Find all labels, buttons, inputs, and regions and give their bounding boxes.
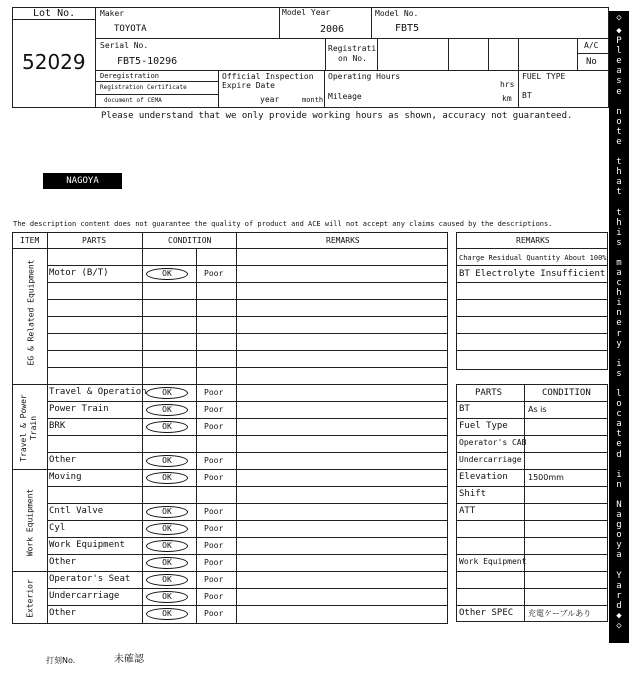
banner-char: r — [616, 328, 622, 339]
hrs-label: hrs — [500, 80, 515, 89]
banner-char: r — [616, 590, 622, 601]
inspection-label-1: Official Inspection — [222, 72, 314, 81]
banner-char: t — [616, 207, 622, 218]
part-name: Other — [49, 557, 77, 567]
condition-poor-option: Poor — [204, 558, 224, 567]
banner-char: ◇ — [616, 620, 622, 631]
condition-ok-option: OK — [146, 523, 188, 535]
header-condition: CONDITION — [168, 236, 212, 245]
banner-char: ◇ — [616, 13, 622, 23]
km-label: km — [502, 94, 512, 103]
banner-char: s — [616, 368, 622, 379]
banner-char: o — [616, 116, 622, 127]
banner-char: e — [616, 439, 622, 450]
condition-ok-option: OK — [146, 455, 188, 467]
condition-ok-option: OK — [146, 506, 188, 518]
stamp-value: 未確認 — [114, 654, 144, 665]
banner-char: h — [616, 288, 622, 299]
group-exterior: Exterior — [25, 579, 35, 618]
part-name: Moving — [49, 472, 82, 482]
condition-poor-option: Poor — [204, 269, 224, 278]
right-part-name: Fuel Type — [459, 421, 508, 431]
banner-char: n — [616, 479, 622, 490]
banner-char: n — [616, 106, 622, 117]
right-remarks-row-1: Charge Residual Quantity About 100% — [459, 254, 607, 262]
banner-char: h — [616, 167, 622, 178]
condition-ok-option: OK — [146, 557, 188, 569]
condition-poor-option: Poor — [204, 422, 224, 431]
condition-poor-option: Poor — [204, 592, 224, 601]
main-table — [12, 232, 448, 624]
right-part-name: Other SPEC — [459, 608, 514, 618]
right-parts-header-condition: CONDITION — [542, 388, 591, 398]
deregistration-label: Deregistration — [100, 72, 160, 80]
registration-label-1: Registrati — [328, 44, 377, 53]
banner-char: t — [616, 157, 622, 168]
disclaimer: The description content does not guarantee the quality of product and ACE will not accept any claims caused by the descriptions. — [13, 220, 553, 228]
banner-char: s — [616, 237, 622, 248]
maker-value: TOYOTA — [114, 24, 147, 34]
banner-char: l — [616, 389, 622, 399]
model-no-value: FBT5 — [395, 23, 420, 34]
ac-value: No — [586, 57, 597, 67]
banner-char: a — [616, 580, 622, 591]
condition-ok-option: OK — [146, 591, 188, 603]
model-year-value: 2006 — [320, 24, 345, 35]
condition-ok-option: OK — [146, 404, 188, 416]
banner-char: a — [616, 66, 622, 77]
banner-char: t — [616, 126, 622, 137]
part-name: Power Train — [49, 404, 109, 414]
condition-ok-option: OK — [146, 268, 188, 280]
header-item: ITEM — [20, 236, 40, 245]
banner-char: e — [616, 318, 622, 329]
banner-char: o — [616, 530, 622, 541]
header-remarks: REMARKS — [326, 236, 360, 245]
inspection-label-2: Expire Date — [222, 81, 275, 90]
month-label: month — [302, 96, 324, 104]
condition-poor-option: Poor — [204, 405, 224, 414]
banner-char: n — [616, 308, 622, 319]
banner-char: Y — [616, 570, 622, 581]
location-side-banner — [609, 11, 629, 643]
banner-char: i — [616, 469, 622, 480]
group-travel-power-train: Travel & Power Train — [19, 394, 38, 462]
right-part-condition: 1500mm — [528, 473, 564, 482]
banner-char: i — [616, 298, 622, 309]
part-name: Work Equipment — [49, 540, 125, 550]
banner-char: e — [616, 86, 622, 97]
banner-char: e — [616, 136, 622, 147]
part-name: Undercarriage — [49, 591, 120, 601]
part-name: Operator's Seat — [49, 574, 131, 584]
condition-ok-option: OK — [146, 387, 188, 399]
banner-char: a — [616, 550, 622, 561]
condition-poor-option: Poor — [204, 388, 224, 397]
condition-poor-option: Poor — [204, 473, 224, 482]
right-remarks-header: REMARKS — [516, 236, 550, 245]
banner-char: y — [616, 540, 622, 551]
banner-char: h — [616, 217, 622, 228]
condition-ok-option: OK — [146, 421, 188, 433]
part-name: Travel & Operation — [49, 387, 147, 397]
banner-char: a — [616, 268, 622, 278]
registration-certificate-label: Registration Certificate — [100, 84, 187, 91]
condition-ok-option: OK — [146, 608, 188, 620]
banner-char: t — [616, 429, 622, 440]
right-part-name: Operator's CAB — [459, 438, 527, 447]
header-parts: PARTS — [82, 236, 107, 245]
part-name: Other — [49, 455, 77, 465]
hours-notice: Please understand that we only provide working hours as shown, accuracy not guaranteed. — [101, 111, 573, 121]
ac-label: A/C — [584, 41, 599, 50]
part-name: Cntl Valve — [49, 506, 104, 516]
mileage-label: Mileage — [328, 92, 362, 101]
banner-char: P — [616, 36, 622, 47]
banner-char: c — [616, 278, 622, 289]
right-parts-header-parts: PARTS — [475, 388, 503, 398]
fuel-type-value: BT — [522, 91, 532, 100]
maker-label: Maker — [100, 9, 125, 18]
banner-char: ◆ — [616, 26, 622, 36]
banner-char: y — [616, 338, 622, 349]
right-remarks-row-2: BT Electrolyte Insufficient — [459, 269, 606, 279]
model-no-label: Model No. — [375, 9, 419, 18]
right-part-name: Work Equipment — [459, 557, 527, 566]
banner-char: t — [616, 187, 622, 198]
banner-char: g — [616, 520, 622, 531]
condition-ok-option: OK — [146, 574, 188, 586]
banner-char: m — [616, 257, 622, 268]
banner-char: a — [616, 177, 622, 188]
banner-char: i — [616, 358, 622, 369]
lot-number: 52029 — [22, 50, 86, 74]
serial-label: Serial No. — [100, 41, 149, 50]
banner-char: s — [616, 76, 622, 87]
year-label: year — [260, 95, 280, 104]
lot-label: Lot No. — [33, 8, 76, 19]
condition-ok-option: OK — [146, 472, 188, 484]
banner-char: a — [616, 510, 622, 520]
right-part-name: ATT — [459, 506, 476, 516]
stamp-label: 打刻No. — [46, 656, 76, 665]
banner-char: i — [616, 227, 622, 238]
part-name: BRK — [49, 421, 66, 431]
serial-value: FBT5-10296 — [117, 56, 178, 67]
right-part-name: Elevation — [459, 472, 508, 482]
group-eg-related: EG & Related Equipment — [26, 259, 36, 366]
banner-char: ◆ — [616, 610, 622, 621]
condition-ok-option: OK — [146, 540, 188, 552]
condition-poor-option: Poor — [204, 456, 224, 465]
header-box — [12, 7, 609, 108]
banner-char: e — [616, 56, 622, 67]
banner-char: a — [616, 419, 622, 430]
banner-char: N — [616, 499, 622, 510]
banner-char: o — [616, 399, 622, 410]
part-name: Other — [49, 608, 77, 618]
banner-char: c — [616, 409, 622, 420]
condition-poor-option: Poor — [204, 507, 224, 516]
fuel-type-label: FUEL TYPE — [522, 72, 566, 81]
banner-char: l — [616, 46, 622, 57]
right-part-name: Undercarriage — [459, 455, 522, 464]
model-year-label: Model Year — [282, 8, 331, 17]
right-part-name: Shift — [459, 489, 487, 499]
banner-char: d — [616, 600, 622, 611]
part-name: Motor (B/T) — [49, 268, 109, 278]
condition-poor-option: Poor — [204, 541, 224, 550]
right-part-name: BT — [459, 404, 470, 414]
condition-poor-option: Poor — [204, 524, 224, 533]
banner-char: d — [616, 449, 622, 460]
part-name: Cyl — [49, 523, 66, 533]
right-part-condition: As is — [528, 405, 547, 414]
condition-poor-option: Poor — [204, 609, 224, 618]
cema-label: document of CEMA — [104, 97, 162, 104]
location-badge: NAGOYA — [43, 173, 122, 189]
group-work-equipment: Work Equipment — [25, 488, 35, 557]
registration-label-2: on No. — [338, 54, 367, 63]
operating-hours-label: Operating Hours — [328, 72, 401, 81]
right-part-condition: 充電ケーブルあり — [528, 609, 592, 618]
condition-poor-option: Poor — [204, 575, 224, 584]
